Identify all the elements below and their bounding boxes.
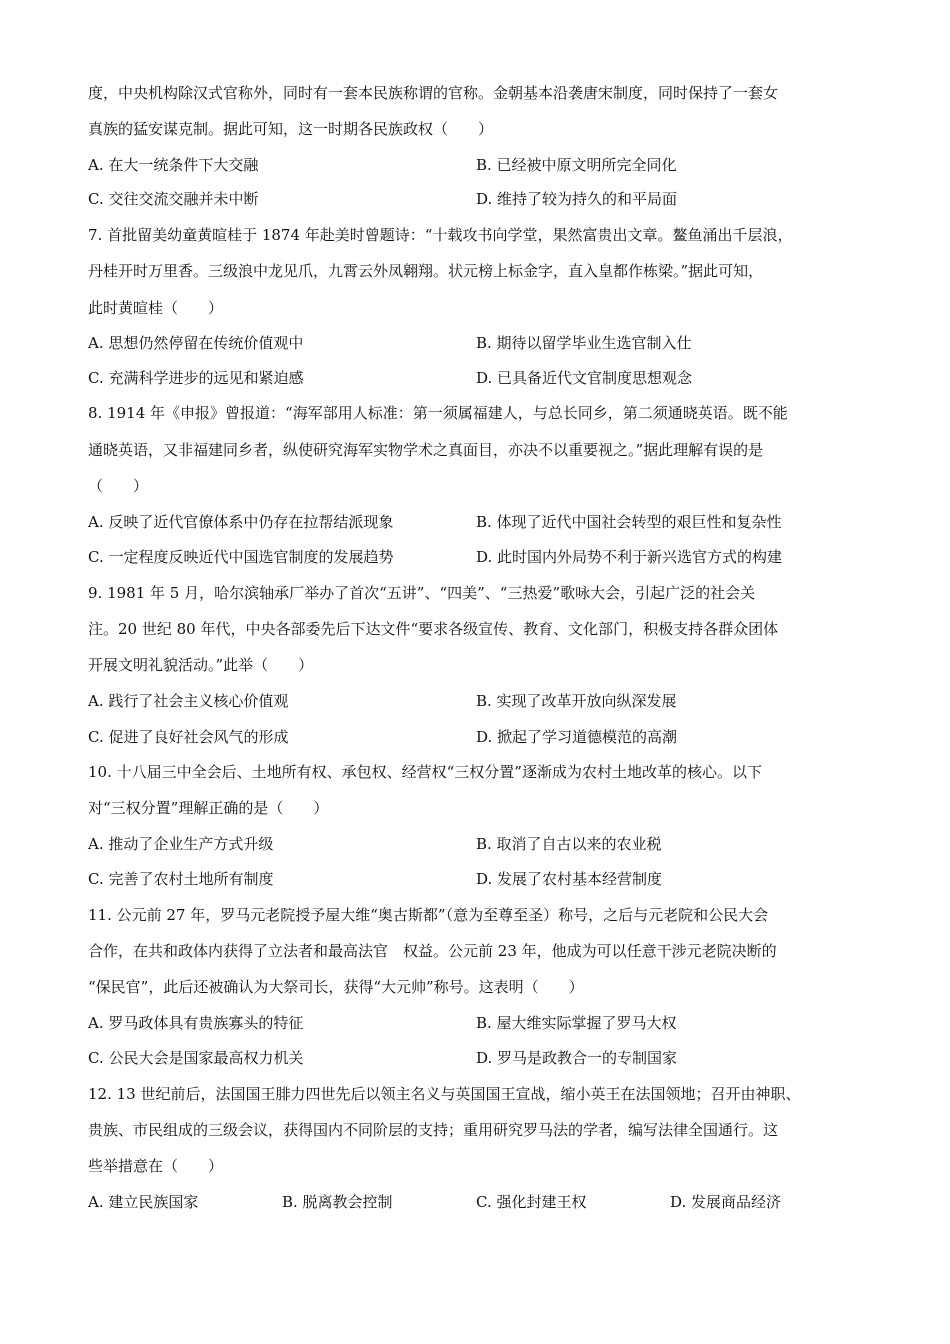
q12-option-a: A. 建立民族国家 xyxy=(88,1193,199,1211)
q9-option-b: B. 实现了改革开放向纵深发展 xyxy=(476,692,677,710)
q12-stem-line-2: 贵族、市民组成的三级会议，获得国内不同阶层的支持；重用研究罗马法的学者，编写法律全国通行。这 xyxy=(88,1121,779,1139)
q6-option-a: A. 在大一统条件下大交融 xyxy=(88,156,259,174)
q8-stem-line-2: 通晓英语，又非福建同乡者，纵使研究海军实物学术之真面目，亦决不以重要视之。”据此理解有误的是 xyxy=(88,441,764,459)
q9-option-d: D. 掀起了学习道德模范的高潮 xyxy=(476,728,678,746)
q8-stem-line-3: （ ） xyxy=(88,477,149,495)
q10-option-c: C. 完善了农村土地所有制度 xyxy=(88,870,274,888)
q12-stem-line-3: 些举措意在（ ） xyxy=(88,1157,224,1175)
q12-stem-line-1: 12. 13 世纪前后，法国国王腓力四世先后以领主名义与英国国王宣战，缩小英王在法国领地；召开由神职、 xyxy=(88,1085,801,1103)
q11-stem-line-1: 11. 公元前 27 年，罗马元老院授予屋大维“奥古斯都”（意为至尊至圣）称号，之后与元老院和公民大会 xyxy=(88,906,769,924)
q7-stem-line-1: 7. 首批留美幼童黄暄桂于 1874 年赴美时曾题诗：“十载攻书向学堂，果然富贵出文章。鳌鱼涌出千层浪， xyxy=(88,226,793,244)
q6-option-d: D. 维持了较为持久的和平局面 xyxy=(476,190,678,208)
q7-option-b: B. 期待以留学毕业生选官制入仕 xyxy=(476,334,692,352)
q10-option-b: B. 取消了自古以来的农业税 xyxy=(476,835,662,853)
q10-option-d: D. 发展了农村基本经营制度 xyxy=(476,870,663,888)
q6-option-b: B. 已经被中原文明所完全同化 xyxy=(476,156,677,174)
q6-stem-line-2: 真族的猛安谋克制。据此可知，这一时期各民族政权（ ） xyxy=(88,120,494,138)
q8-stem-line-1: 8. 1914 年《申报》曾报道：“海军部用人标准：第一须属福建人，与总长同乡，第二须通晓英语。既不能 xyxy=(88,404,788,422)
q7-option-d: D. 已具备近代文官制度思想观念 xyxy=(476,369,693,387)
q9-stem-line-3: 开展文明礼貌活动。”此举（ ） xyxy=(88,656,314,674)
q6-stem-line-1: 度，中央机构除汉式官称外，同时有一套本民族称谓的官称。金朝基本沿袭唐宋制度，同时保持了一套女 xyxy=(88,84,779,102)
q10-stem-line-1: 10. 十八届三中全会后、土地所有权、承包权、经营权“三权分置”逐渐成为农村土地改革的核心。以下 xyxy=(88,763,762,781)
q9-option-a: A. 践行了社会主义核心价值观 xyxy=(88,692,289,710)
q6-option-c: C. 交往交流交融并未中断 xyxy=(88,190,259,208)
q11-stem-line-2: 合作，在共和政体内获得了立法者和最高法官 权益。公元前 23 年，他成为可以任意干涉元老院决断的 xyxy=(88,942,777,960)
q12-option-d: D. 发展商品经济 xyxy=(670,1193,782,1211)
q10-stem-line-2: 对“三权分置”理解正确的是（ ） xyxy=(88,799,329,817)
q8-option-a: A. 反映了近代官僚体系中仍存在拉帮结派现象 xyxy=(88,513,394,531)
q7-option-c: C. 充满科学进步的远见和紧迫感 xyxy=(88,369,304,387)
q7-option-a: A. 思想仍然停留在传统价值观中 xyxy=(88,334,304,352)
q9-stem-line-1: 9. 1981 年 5 月，哈尔滨轴承厂举办了首次“五讲”、“四美”、“三热爱”歌咏大会，引起广泛的社会关 xyxy=(88,584,756,602)
q11-option-a: A. 罗马政体具有贵族寡头的特征 xyxy=(88,1014,304,1032)
q8-option-b: B. 体现了近代中国社会转型的艰巨性和复杂性 xyxy=(476,513,782,531)
q12-option-c: C. 强化封建王权 xyxy=(476,1193,587,1211)
q11-option-d: D. 罗马是政教合一的专制国家 xyxy=(476,1049,678,1067)
q12-option-b: B. 脱离教会控制 xyxy=(282,1193,393,1211)
q10-option-a: A. 推动了企业生产方式升级 xyxy=(88,835,274,853)
q8-option-c: C. 一定程度反映近代中国选官制度的发展趋势 xyxy=(88,548,394,566)
q9-option-c: C. 促进了良好社会风气的形成 xyxy=(88,728,289,746)
q11-option-b: B. 屋大维实际掌握了罗马大权 xyxy=(476,1014,677,1032)
q8-option-d: D. 此时国内外局势不利于新兴选官方式的构建 xyxy=(476,548,783,566)
q11-stem-line-3: “保民官”，此后还被确认为大祭司长，获得“大元帅”称号。这表明（ ） xyxy=(88,978,584,996)
q9-stem-line-2: 注。20 世纪 80 年代，中央各部委先后下达文件“要求各级宣传、教育、文化部门，积极支持各群众团体 xyxy=(88,620,779,638)
q7-stem-line-2: 丹桂开时万里香。三级浪中龙见爪，九霄云外凤翱翔。状元榜上标金字，直入皇都作栋梁。”据此可知， xyxy=(88,262,764,280)
q7-stem-line-3: 此时黄暄桂（ ） xyxy=(88,299,224,317)
q11-option-c: C. 公民大会是国家最高权力机关 xyxy=(88,1049,304,1067)
